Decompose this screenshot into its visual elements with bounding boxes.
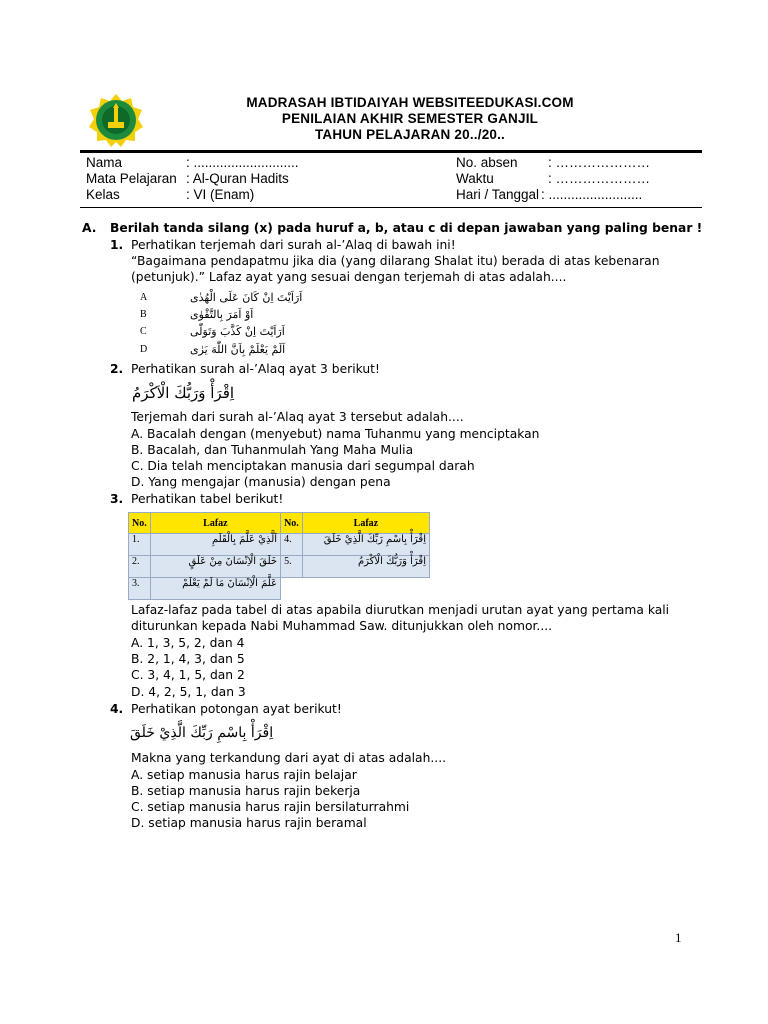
nama-label: Nama: [86, 155, 123, 170]
q3-option-a[interactable]: A. 1, 3, 5, 2, dan 4: [131, 636, 245, 650]
q1-quote-line1: “Bagaimana pendapatmu jika dia (yang dilarang Shalat itu) berada di atas kebenaran: [131, 254, 660, 268]
section-letter: A.: [82, 221, 97, 235]
table-row: [129, 556, 430, 578]
q2-number: 2.: [110, 362, 124, 376]
q2-arabic-verse: اِقْرَأْ وَرَبُّكَ الْاَكْرَمُ: [132, 384, 235, 402]
q3-number: 3.: [110, 492, 124, 506]
madrasah-logo-icon: [86, 92, 146, 148]
nama-value: : ............................: [186, 155, 299, 170]
academic-year: TAHUN PELAJARAN 20../20..: [314, 127, 506, 142]
q4-question: Makna yang terkandung dari ayat di atas adalah....: [131, 751, 447, 765]
table-header-cell: No.: [129, 513, 151, 534]
q1-option-c-arabic: اَرَاَيْتَ اِنْ كَذَّبَ وَتَوَلّٰى: [190, 325, 285, 338]
table-cell-empty: [302, 578, 429, 600]
q1-option-b-letter[interactable]: B: [140, 309, 147, 320]
q4-text: Perhatikan potongan ayat berikut!: [131, 702, 342, 716]
table-cell-lafaz: عَلَّمَ الْاِنْسَانَ مَا لَمْ يَعْلَمْ: [150, 578, 280, 600]
table-cell-number: 3.: [129, 578, 151, 600]
hari-label: Hari / Tanggal: [456, 187, 540, 202]
q3-option-d[interactable]: D. 4, 2, 5, 1, dan 3: [131, 685, 246, 699]
q2-question: Terjemah dari surah al-’Alaq ayat 3 tersebut adalah....: [131, 410, 464, 424]
table-cell-number: 2.: [129, 556, 151, 578]
q4-arabic-verse: اِقْرَأْ بِاسْمِ رَبِّكَ الَّذِيْ خَلَقَ: [130, 725, 274, 741]
table-header-cell: Lafaz: [302, 513, 429, 534]
mapel-label: Mata Pelajaran: [86, 171, 177, 186]
exam-title: PENILAIAN AKHIR SEMESTER GANJIL: [281, 111, 539, 126]
table-header-cell: Lafaz: [150, 513, 280, 534]
hari-value: : .........................: [541, 187, 643, 202]
q1-option-c-letter[interactable]: C: [140, 326, 147, 337]
table-cell-lafaz: اَلَّذِيْ عَلَّمَ بِالْقَلَمِ: [150, 534, 280, 556]
table-cell-empty: [281, 578, 303, 600]
q1-option-b-arabic: اَوْ اَمَرَ بِالتَّقْوٰى: [190, 308, 254, 321]
school-name: MADRASAH IBTIDAIYAH WEBSITEEDUKASI.COM: [246, 95, 574, 110]
q1-option-a-letter[interactable]: A: [140, 292, 148, 303]
table-header-row: [129, 513, 430, 534]
q1-number: 1.: [110, 238, 124, 252]
q1-quote-line2: (petunjuk).” Lafaz ayat yang sesuai dengan terjemah di atas adalah....: [131, 270, 567, 284]
q2-text: Perhatikan surah al-’Alaq ayat 3 berikut!: [131, 362, 380, 376]
q4-option-d[interactable]: D. setiap manusia harus rajin beramal: [131, 816, 367, 830]
waktu-label: Waktu: [456, 171, 494, 186]
mapel-value: : Al-Quran Hadits: [186, 171, 289, 186]
header-rule-top: [80, 150, 702, 153]
q3-question-line2: diturunkan kepada Nabi Muhammad Saw. ditunjukkan oleh nomor....: [131, 619, 553, 633]
kelas-label: Kelas: [86, 187, 120, 202]
q3-question-line1: Lafaz-lafaz pada tabel di atas apabila diurutkan menjadi urutan ayat yang pertama kali: [131, 603, 670, 617]
table-cell-lafaz: اِقْرَأْ بِاسْمِ رَبِّكَ الَّذِيْ خَلَقَ: [302, 534, 429, 556]
q2-option-d[interactable]: D. Yang mengajar (manusia) dengan pena: [131, 475, 391, 489]
q2-option-c[interactable]: C. Dia telah menciptakan manusia dari segumpal darah: [131, 459, 475, 473]
page-number: 1: [675, 930, 682, 945]
table-cell-lafaz: خَلَقَ الْاِنْسَانَ مِنْ عَلَقٍ: [150, 556, 280, 578]
q1-option-a-arabic: اَرَاَيْتَ اِنْ كَانَ عَلَى الْهُدٰى: [190, 291, 303, 304]
q4-option-b[interactable]: B. setiap manusia harus rajin bekerja: [131, 784, 361, 798]
waktu-value: : …………………: [548, 171, 651, 186]
q1-option-d-arabic: اَلَمْ يَعْلَمْ بِاَنَّ اللّٰهَ يَرٰى: [190, 343, 286, 356]
table-row: [129, 578, 430, 600]
absen-value: : …………………: [548, 155, 651, 170]
q2-option-b[interactable]: B. Bacalah, dan Tuhanmulah Yang Maha Mulia: [131, 443, 414, 457]
q3-option-c[interactable]: C. 3, 4, 1, 5, dan 2: [131, 668, 245, 682]
q4-option-a[interactable]: A. setiap manusia harus rajin belajar: [131, 768, 357, 782]
table-cell-number: 1.: [129, 534, 151, 556]
q4-number: 4.: [110, 702, 124, 716]
q2-option-a[interactable]: A. Bacalah dengan (menyebut) nama Tuhanmu yang menciptakan: [131, 427, 540, 441]
q1-option-d-letter[interactable]: D: [140, 344, 148, 355]
table-cell-number: 5.: [281, 556, 303, 578]
table-header-cell: No.: [281, 513, 303, 534]
q1-text: Perhatikan terjemah dari surah al-’Alaq di bawah ini!: [131, 238, 456, 252]
kelas-value: : VI (Enam): [186, 187, 255, 202]
header-rule-bottom: [80, 207, 702, 208]
section-instruction: Berilah tanda silang (x) pada huruf a, b, atau c di depan jawaban yang paling benar !: [110, 221, 703, 235]
lafaz-table: [128, 512, 430, 600]
q3-option-b[interactable]: B. 2, 1, 4, 3, dan 5: [131, 652, 245, 666]
absen-label: No. absen: [456, 155, 518, 170]
q3-text: Perhatikan tabel berikut!: [131, 492, 284, 506]
table-cell-number: 4.: [281, 534, 303, 556]
table-cell-lafaz: اِقْرَأْ وَرَبُّكَ الْاَكْرَمُ: [302, 556, 429, 578]
table-row: [129, 534, 430, 556]
q4-option-c[interactable]: C. setiap manusia harus rajin bersilaturrahmi: [131, 800, 410, 814]
